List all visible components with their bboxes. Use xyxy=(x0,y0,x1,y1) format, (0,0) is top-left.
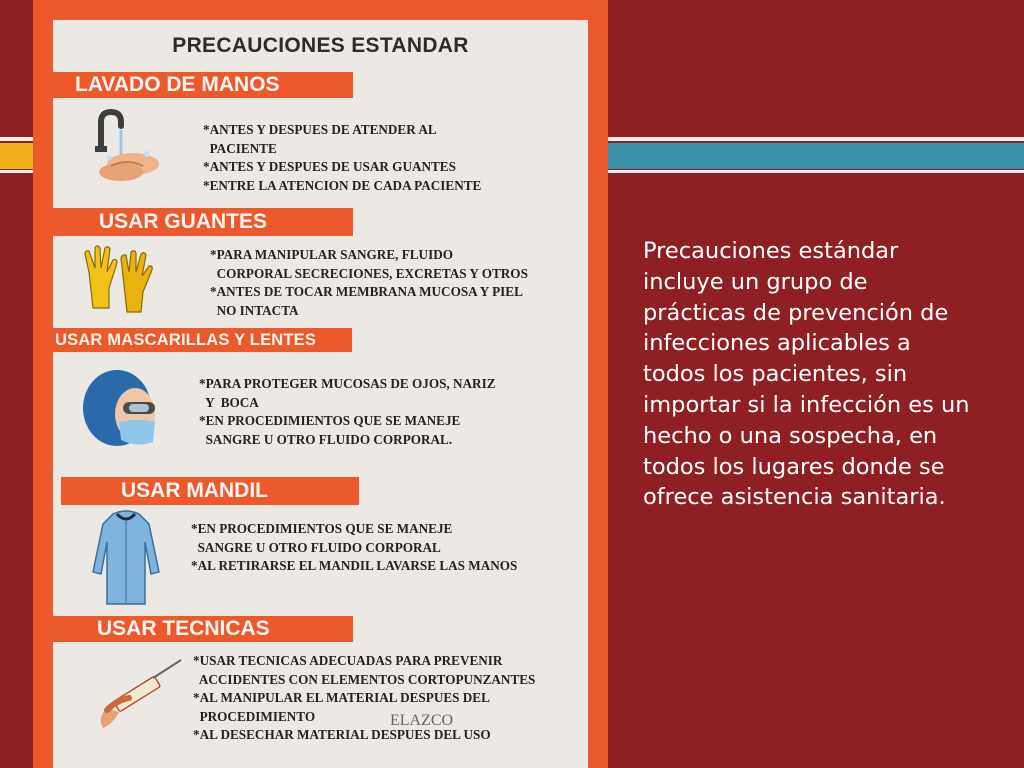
decorative-band-blue xyxy=(600,143,1024,169)
gown-icon xyxy=(91,508,161,612)
section-header-lavado: LAVADO DE MANOS xyxy=(53,72,353,98)
mascarillas-bullets: *PARA PROTEGER MUCOSAS DE OJOS, NARIZ Y BOCA *EN PROCEDIMIENTOS QUE SE MANEJE SANGRE U OTRO FLUIDO CORPORAL. xyxy=(199,376,496,447)
mandil-bullets: *EN PROCEDIMIENTOS QUE SE MANEJE SANGRE U OTRO FLUIDO CORPORAL *AL RETIRARSE EL MANDIL LAVARSE LAS MANOS xyxy=(191,521,518,573)
section-header-mandil: USAR MANDIL xyxy=(61,477,359,505)
poster-title: PRECAUCIONES ESTANDAR xyxy=(172,34,469,57)
lavado-bullets: *ANTES Y DESPUES DE ATENDER AL PACIENTE *ANTES Y DESPUES DE USAR GUANTES *ENTRE LA ATENCION DE CADA PACIENTE xyxy=(203,122,482,193)
section-header-guantes: USAR GUANTES xyxy=(53,208,353,236)
syringe-icon xyxy=(83,648,193,742)
tecnicas-bullets: *USAR TECNICAS ADECUADAS PARA PREVENIR ACCIDENTES CON ELEMENTOS CORTOPUNZANTES *AL MANIPULAR EL MATERIAL DESPUES DEL PROCEDIMIENTO *AL DESECHAR MATERIAL DESPUES DEL USO xyxy=(193,653,536,742)
slide-body-text: Precauciones estándar incluye un grupo de prácticas de prevención de infecciones aplicables a todos los pacientes, sin importar si la infección es un hecho o una sospecha, en todos los lugares donde se ofrece asistencia sanitaria. xyxy=(643,238,970,511)
mask-goggles-icon xyxy=(79,366,163,456)
section-header-tecnicas: USAR TECNICAS xyxy=(53,616,353,642)
watermark-text: ELAZCO xyxy=(390,712,454,729)
guantes-bullets: *PARA MANIPULAR SANGRE, FLUIDO CORPORAL SECRECIONES, EXCRETAS Y OTROS *ANTES DE TOCAR MEMBRANA MUCOSA Y PIEL NO INTACTA xyxy=(210,247,528,318)
section-header-mascarillas: USAR MASCARILLAS Y LENTES xyxy=(53,328,352,352)
gloves-icon xyxy=(79,242,163,322)
handwashing-icon xyxy=(81,108,171,192)
poster-paper xyxy=(53,20,588,768)
precautions-poster xyxy=(33,0,608,768)
